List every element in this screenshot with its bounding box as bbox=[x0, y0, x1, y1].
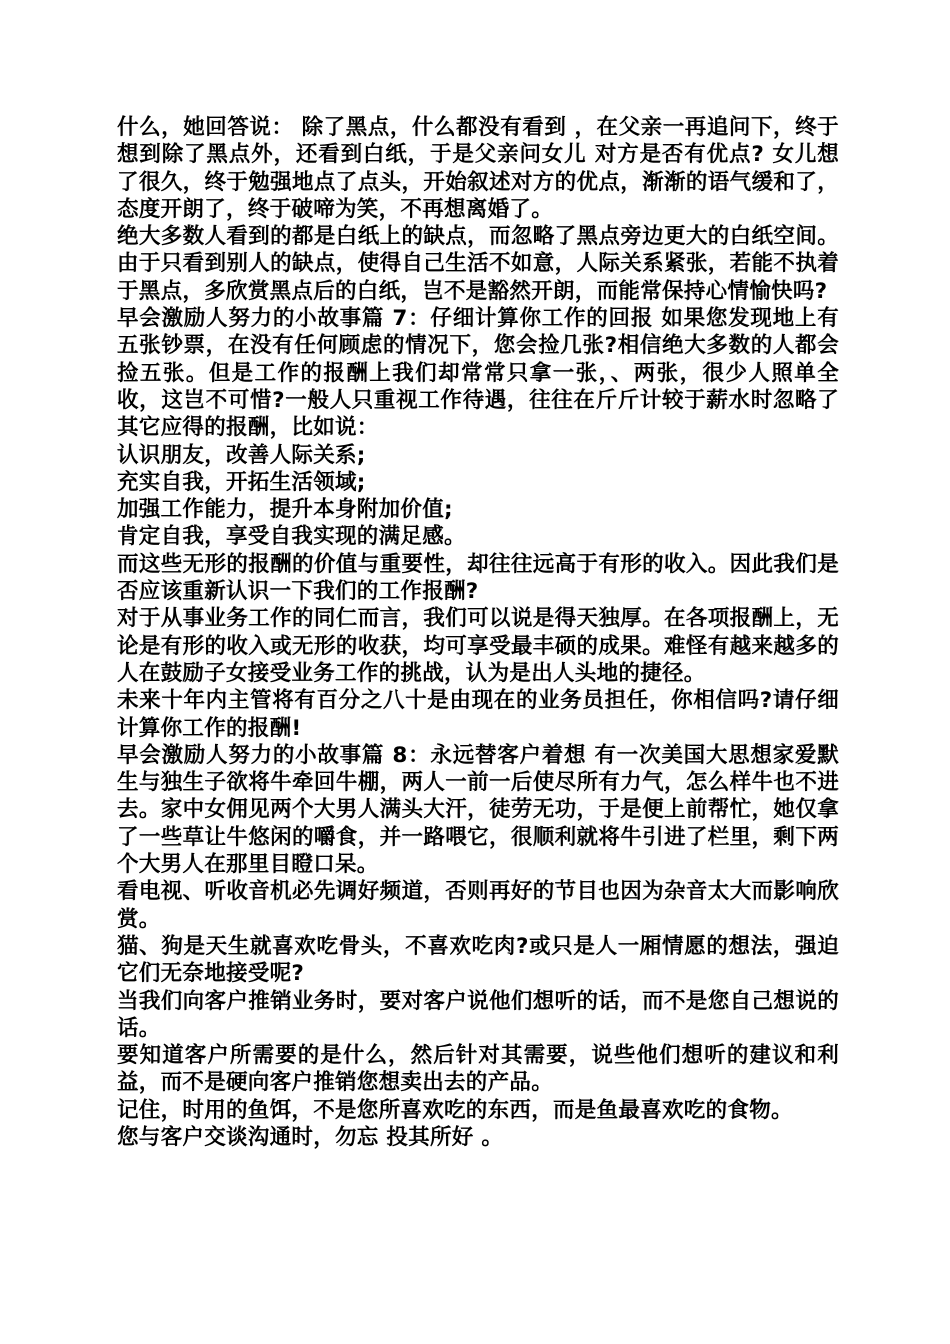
paragraph: 未来十年内主管将有百分之八十是由现在的业务员担任，你相信吗?请仔细计算你工作的报酬! bbox=[117, 688, 839, 741]
paragraph: 记住，时用的鱼饵，不是您所喜欢吃的东西，而是鱼最喜欢吃的食物。 bbox=[117, 1097, 793, 1123]
paragraph: 什么，她回答说： 除了黑点，什么都没有看到 ，在父亲一再追问下，终于想到除了黑点外，还看到白纸，于是父亲问女儿 对方是否有优点? 女儿想了很久，终于勉强地点了点头，开始叙述对方的优点，渐渐的语气缓和了，态度开朗了，终于破啼为笑，不再想离婚了。 bbox=[117, 115, 839, 222]
paragraph: 猫、狗是天生就喜欢吃骨头，不喜欢吃肉?或只是人一厢情愿的想法，强迫它们无奈地接受呢? bbox=[117, 933, 839, 987]
paragraph: 绝大多数人看到的都是白纸上的缺点，而忽略了黑点旁边更大的白纸空间。由于只看到别人的缺点，使得自己生活不如意，人际关系紧张，若能不执着于黑点，多欣赏黑点后的白纸，岂不是豁然开朗，而能常保持心情愉快吗? bbox=[117, 224, 839, 304]
paragraph: 当我们向客户推销业务时，要对客户说他们想听的话，而不是您自己想说的话。 bbox=[117, 988, 839, 1041]
paragraph: 您与客户交谈沟通时，勿忘 投其所好 。 bbox=[117, 1124, 504, 1150]
paragraph-story-7: 早会激励人努力的小故事篇 7：仔细计算你工作的回报 如果您发现地上有五张钞票，在没有任何顾虑的情况下，您会捡几张?相信绝大多数的人都会捡五张。但是工作的报酬上我们却常常只拿一张，、两张，很少人照单全收，这岂不可惜?一般人只重视工作待遇，往往在斤斤计较于薪水时忽略了其它应得的报酬，比如说： bbox=[117, 306, 839, 441]
paragraph: 要知道客户所需要的是什么，然后针对其需要，说些他们想听的建议和利益，而不是硬向客户推销您想卖出去的产品。 bbox=[117, 1043, 839, 1096]
paragraph: 对于从事业务工作的同仁而言，我们可以说是得天独厚。在各项报酬上，无论是有形的收入或无形的收获，均可享受最丰硕的成果。难怪有越来越多的人在鼓励子女接受业务工作的挑战，认为是出人头地的捷径。 bbox=[117, 606, 839, 686]
paragraph: 看电视、听收音机必先调好频道，否则再好的节目也因为杂音太大而影响欣赏。 bbox=[117, 879, 839, 932]
paragraph: 而这些无形的报酬的价值与重要性，却往往远高于有形的收入。因此我们是否应该重新认识一下我们的工作报酬? bbox=[117, 551, 839, 605]
list-item: 充实自我，开拓生活领域; bbox=[117, 469, 366, 495]
document-body bbox=[117, 114, 839, 1151]
list-item: 认识朋友，改善人际关系; bbox=[117, 442, 366, 468]
list-item: 肯定自我，享受自我实现的满足感。 bbox=[117, 524, 466, 550]
paragraph-story-8: 早会激励人努力的小故事篇 8：永远替客户着想 有一次美国大思想家爱默生与独生子欲将牛牵回牛棚，两人一前一后使尽所有力气，怎么样牛也不进去。家中女佣见两个大男人满头大汗，徒劳无功，于是便上前帮忙，她仅拿了一些草让牛悠闲的嚼食，并一路喂它，很顺利就将牛引进了栏里，剩下两个大男人在那里目瞪口呆。 bbox=[117, 742, 839, 878]
list-item: 加强工作能力，提升本身附加价值; bbox=[117, 497, 453, 523]
